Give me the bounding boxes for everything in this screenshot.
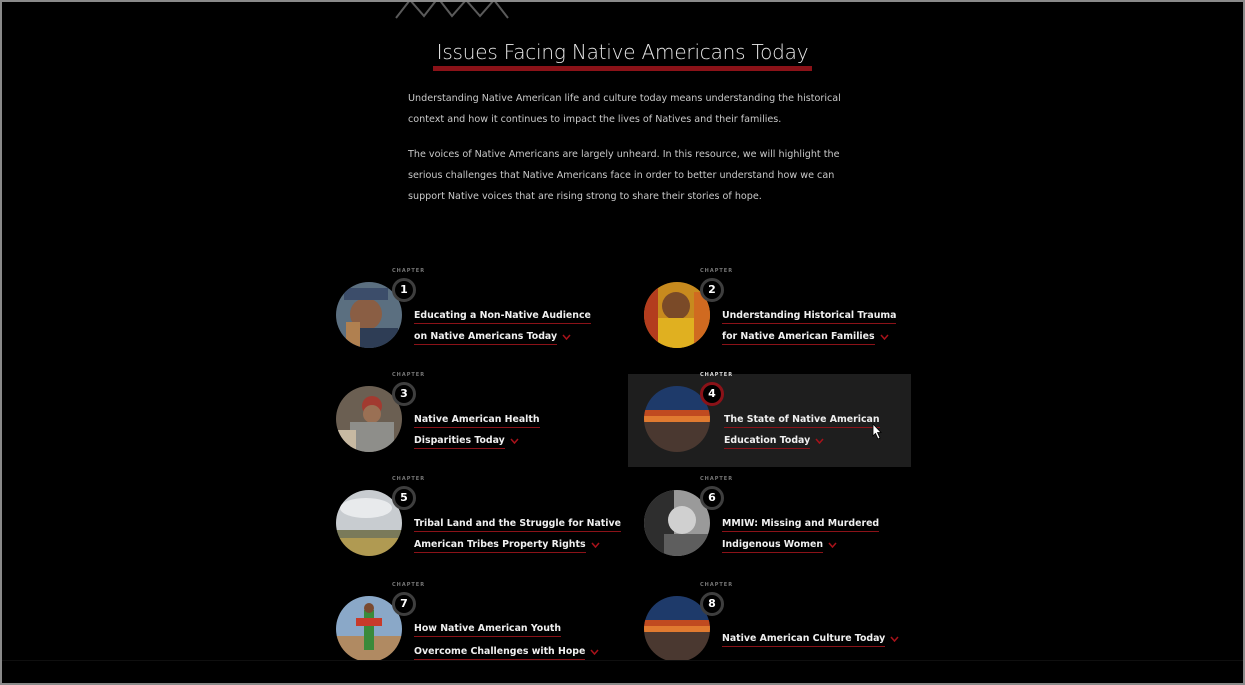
- chapter-8-number: 8: [700, 592, 724, 616]
- chevron-down-icon: [591, 542, 600, 548]
- chevron-down-icon: [880, 334, 889, 340]
- chapter-3-badge: CHAPTER 3: [386, 376, 420, 410]
- chapter-4-title[interactable]: The State of Native American Education Today: [724, 409, 929, 451]
- intro-paragraph-1: Understanding Native American life and culture today means understanding the historical context and how it continues to impact the lives of Natives and their families.: [408, 93, 841, 125]
- intro-paragraph-2: The voices of Native Americans are largely unheard. In this resource, we will highlight the serious challenges that Native Americans face in order to better understand how we can support Native voices that are rising strong to share their stories of hope.: [408, 149, 840, 202]
- chapter-6-number: 6: [700, 486, 724, 510]
- chapter-1-link[interactable]: [336, 268, 618, 364]
- chapter-6-link[interactable]: [644, 476, 926, 572]
- chapter-1-title[interactable]: Educating a Non-Native Audience on Native Americans Today: [414, 305, 619, 347]
- chapter-2-number: 2: [700, 278, 724, 302]
- chapter-2-title[interactable]: Understanding Historical Trauma for Native American Families: [722, 305, 927, 347]
- chapter-6-badge: CHAPTER 6: [694, 480, 728, 514]
- chapter-8-title[interactable]: Native American Culture Today: [722, 628, 927, 649]
- chevron-down-icon: [890, 636, 899, 642]
- chapter-4-badge: CHAPTER 4: [694, 376, 728, 410]
- chapter-5-number: 5: [392, 486, 416, 510]
- chapter-3-link[interactable]: [336, 372, 618, 468]
- chapter-7-badge: CHAPTER 7: [386, 586, 420, 620]
- chevron-down-icon: [590, 649, 599, 655]
- chapter-7-number: 7: [392, 592, 416, 616]
- chapter-8-badge: CHAPTER 8: [694, 586, 728, 620]
- chevron-down-icon: [815, 438, 824, 444]
- chapter-6-title[interactable]: MMIW: Missing and Murdered Indigenous Women: [722, 513, 927, 555]
- chevron-down-icon: [562, 334, 571, 340]
- chapter-5-title[interactable]: Tribal Land and the Struggle for Native American Tribes Property Rights: [414, 513, 626, 555]
- chapter-2-badge: CHAPTER 2: [694, 272, 728, 306]
- chapter-5-badge: CHAPTER 5: [386, 480, 420, 514]
- chapter-3-number: 3: [392, 382, 416, 406]
- chapter-5-link[interactable]: [336, 476, 621, 572]
- chapter-3-title[interactable]: Native American Health Disparities Today: [414, 409, 619, 451]
- chapter-1-badge: CHAPTER 1: [386, 272, 420, 306]
- chapter-4-number: 4: [700, 382, 724, 406]
- chapter-1-number: 1: [392, 278, 416, 302]
- chevron-down-icon: [828, 542, 837, 548]
- chapter-2-link[interactable]: [644, 268, 926, 364]
- chapter-4-link[interactable]: [628, 374, 911, 467]
- chevron-down-icon: [510, 438, 519, 444]
- chapter-7-title[interactable]: How Native American Youth Overcome Challenges with Hope: [414, 617, 619, 663]
- mouse-pointer-icon: [870, 423, 882, 441]
- page-title: Issues Facing Native Americans Today: [433, 40, 813, 71]
- decorative-zigzag-icon: [392, 0, 512, 20]
- footer-bar: [2, 660, 1243, 683]
- intro-text: [408, 88, 848, 221]
